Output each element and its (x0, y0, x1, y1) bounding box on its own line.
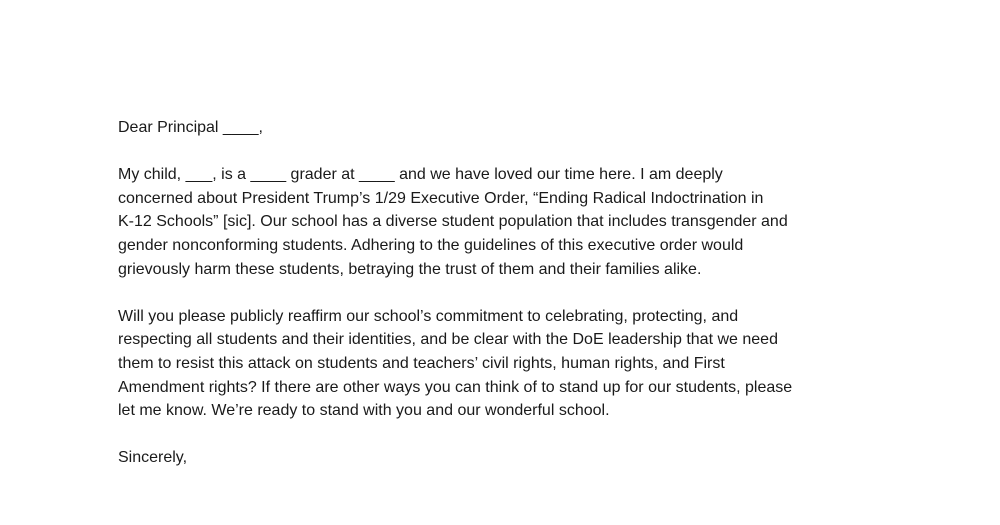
paragraph-2-line: Amendment rights? If there are other ways you can think of to stand up for our students, please (118, 378, 793, 396)
paragraph-1-line: concerned about President Trump’s 1/29 Executive Order, “Ending Radical Indoctrination in (118, 189, 764, 207)
paragraph-2-line: Will you please publicly reaffirm our school’s commitment to celebrating, protecting, and (118, 307, 739, 325)
paragraph-gap (118, 423, 888, 447)
paragraph-1 (118, 163, 888, 281)
paragraph-2-line: them to resist this attack on students and teachers’ civil rights, human rights, and First (118, 354, 725, 372)
paragraph-2-line: respecting all students and their identities, and be clear with the DoE leadership that we need (118, 331, 778, 349)
salutation: Dear Principal ____, (118, 119, 263, 136)
paragraph-2-line: let me know. We’re ready to stand with you and our wonderful school. (118, 402, 610, 420)
paragraph-gap (118, 281, 888, 305)
closing: Sincerely, (118, 449, 188, 467)
paragraph-1-line: grievously harm these students, betraying the trust of them and their families alike. (118, 260, 702, 278)
paragraph-1-line: My child, ___, is a ____ grader at ____ and we have loved our time here. I am deeply (118, 166, 723, 184)
paragraph-1-line: K-12 Schools” [sic]. Our school has a diverse student population that includes transgender and (118, 213, 788, 231)
paragraph-gap (118, 140, 888, 164)
letter-body (118, 116, 888, 470)
paragraph-1-line: gender nonconforming students. Adhering to the guidelines of this executive order would (118, 236, 744, 254)
paragraph-2 (118, 305, 888, 423)
